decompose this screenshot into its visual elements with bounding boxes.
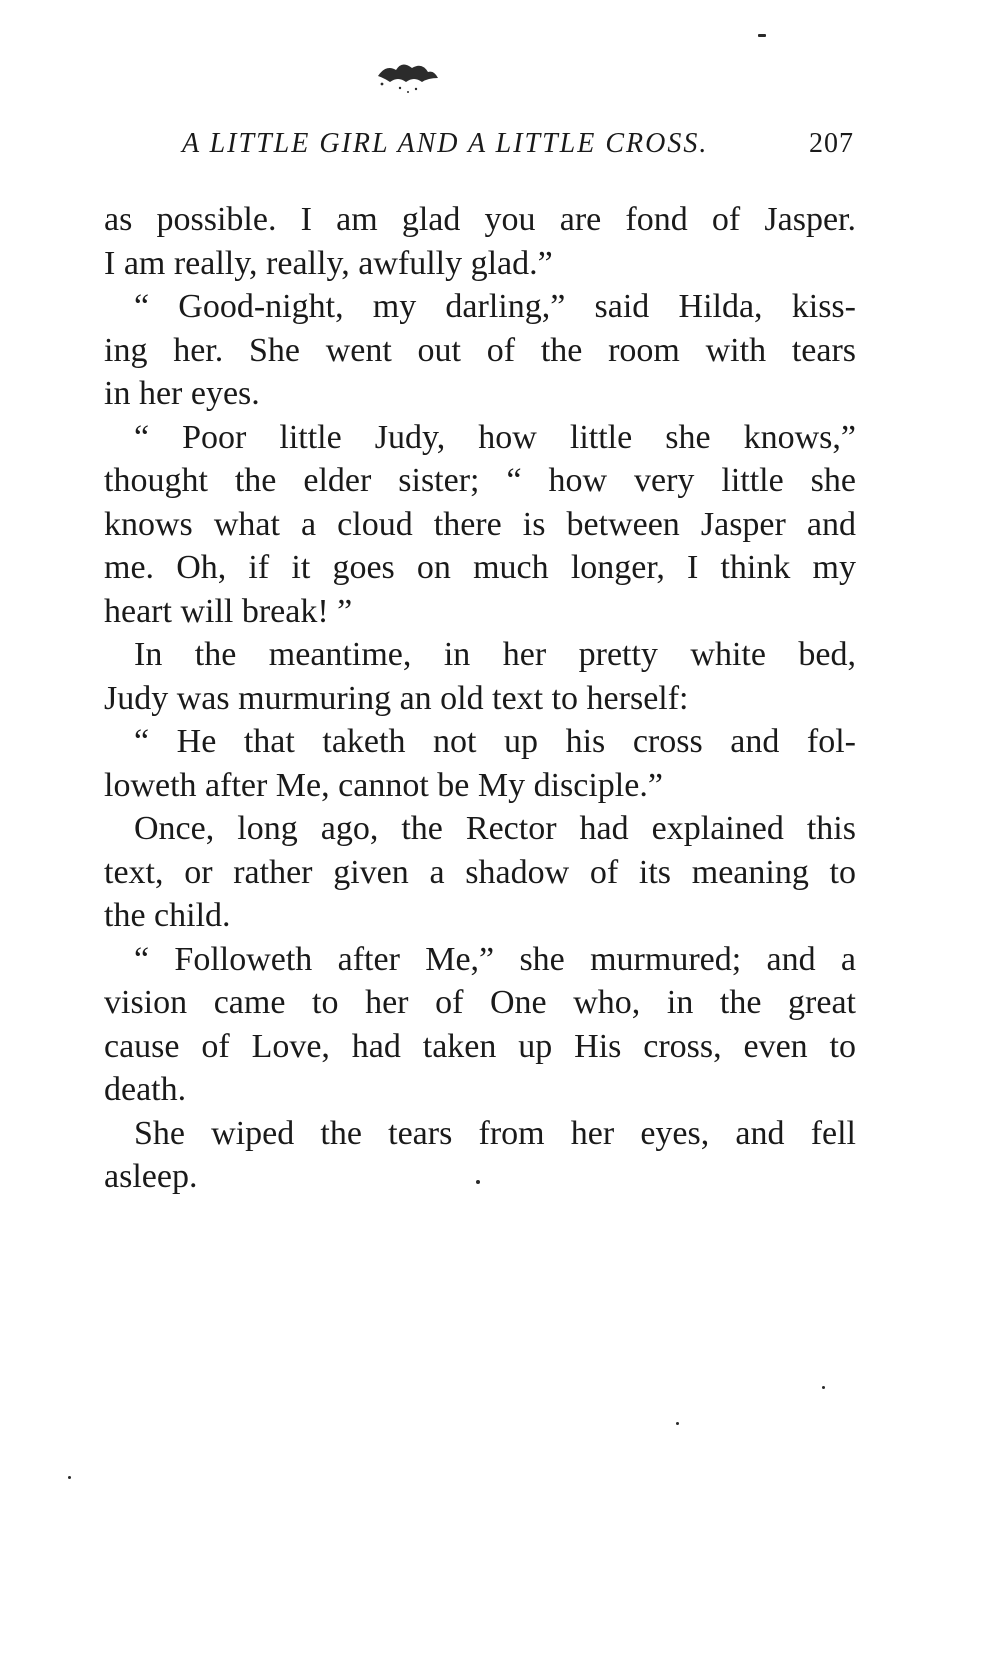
page-number: 207 — [809, 128, 854, 159]
text-line: “ Poor little Judy, how little she knows,” — [134, 418, 856, 456]
running-title: A LITTLE GIRL AND A LITTLE CROSS. — [182, 128, 709, 159]
text-line: the child. — [104, 897, 231, 934]
text-line: Judy was murmuring an old text to herself: — [104, 679, 689, 717]
text-line: “ Good-night, my darling,” said Hilda, kiss- — [134, 288, 856, 325]
text-line: She wiped the tears from her eyes, and fell — [134, 1114, 856, 1152]
text-line: loweth after Me, cannot be My disciple.” — [104, 766, 663, 804]
text-line: vision came to her of One who, in the great — [104, 984, 856, 1021]
running-head — [182, 128, 854, 168]
text-line: thought the elder sister; “ how very little she — [104, 462, 856, 499]
text-line: Once, long ago, the Rector had explained this — [134, 810, 856, 847]
text-line: cause of Love, had taken up His cross, even to — [104, 1027, 856, 1065]
text-line: I am really, really, awfully glad.” — [104, 244, 553, 282]
text-line: death. — [104, 1071, 187, 1108]
speck-mark — [68, 1476, 71, 1479]
text-line: “ He that taketh not up his cross and fol- — [134, 723, 856, 760]
speck-mark — [676, 1422, 679, 1425]
text-line: me. Oh, if it goes on much longer, I think my — [104, 549, 856, 586]
text-line: ing her. She went out of the room with tears — [104, 331, 856, 369]
text-body — [104, 198, 856, 1199]
text-line: text, or rather given a shadow of its meaning to — [104, 853, 856, 891]
speck-mark — [822, 1386, 825, 1389]
speck-mark — [758, 34, 766, 37]
text-line: asleep. — [104, 1158, 198, 1195]
text-line: “ Followeth after Me,” she murmured; and a — [134, 940, 856, 978]
printers-ornament-icon — [372, 56, 442, 96]
text-line: as possible. I am glad you are fond of Jasper. — [104, 201, 856, 238]
text-line: In the meantime, in her pretty white bed, — [134, 636, 856, 673]
text-line: heart will break! ” — [104, 592, 353, 630]
text-line: in her eyes. — [104, 375, 260, 412]
text-line: knows what a cloud there is between Jasper and — [104, 505, 856, 543]
